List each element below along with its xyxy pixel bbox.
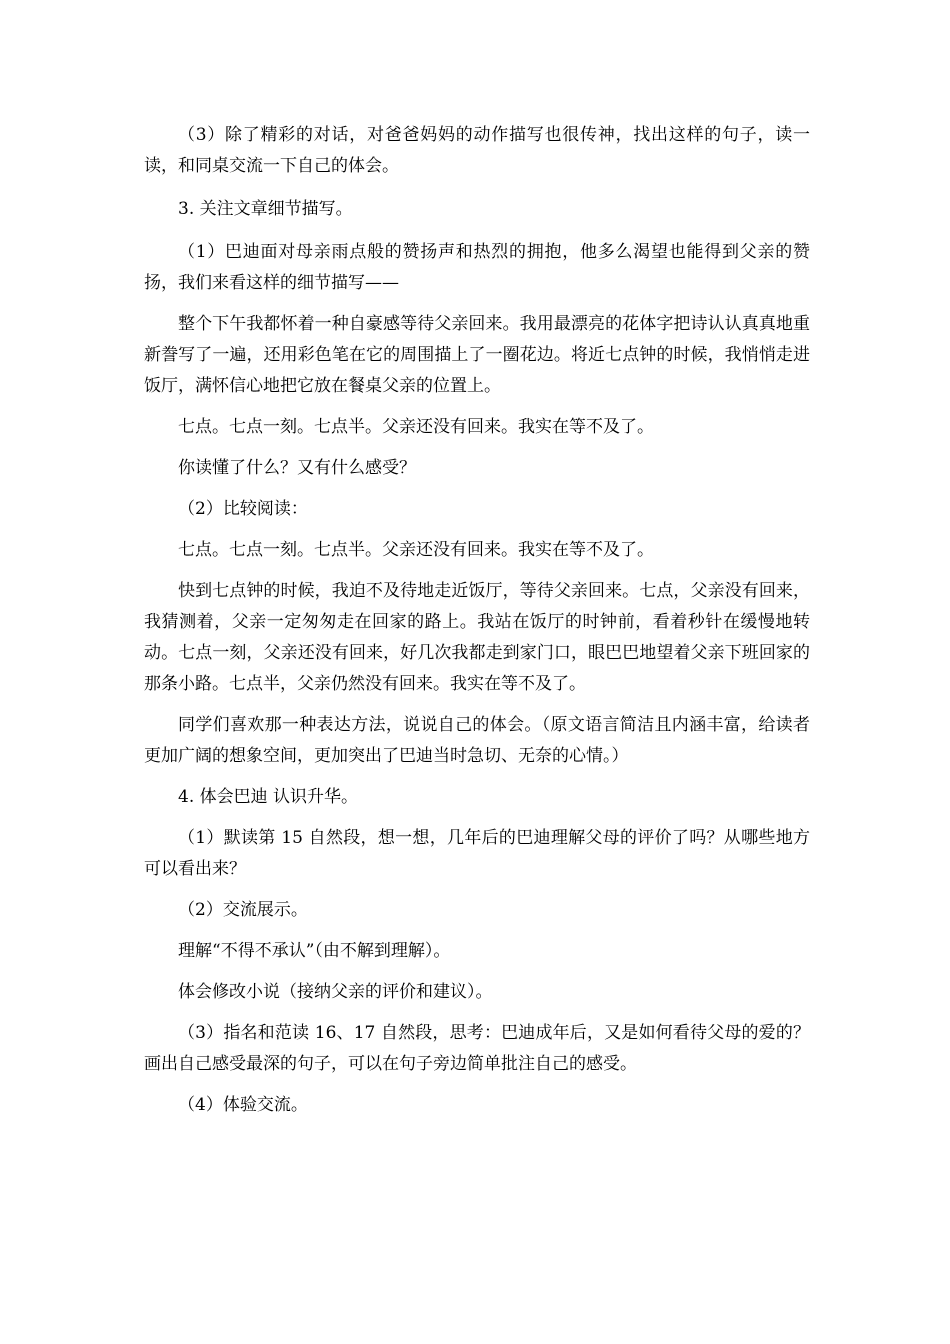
paragraph-read-16-17: （3）指名和范读 16、17 自然段，思考：巴迪成年后，又是如何看待父母的爱的？画出自己感受最深的句子，可以在句子旁边简单批注自己的感受。 <box>144 1023 810 1074</box>
heading-detail-description: 3. 关注文章细节描写。 <box>178 199 353 219</box>
paragraph-experience-exchange: （4）体验交流。 <box>178 1095 308 1115</box>
paragraph-original-short: 七点。七点一刻。七点半。父亲还没有回来。我实在等不及了。 <box>178 540 654 560</box>
paragraph-discussion: 同学们喜欢那一种表达方法，说说自己的体会。（原文语言简洁且内涵丰富，给读者更加广阔的想象空间，更加突出了巴迪当时急切、无奈的心情。） <box>144 715 810 766</box>
paragraph-read-15: （1）默读第 15 自然段，想一想，几年后的巴迪理解父母的评价了吗？从哪些地方可以看出来？ <box>144 828 810 879</box>
paragraph-excerpt-seven: 七点。七点一刻。七点半。父亲还没有回来。我实在等不及了。 <box>178 417 654 437</box>
paragraph-understand-admit: 理解“不得不承认”（由不解到理解）。 <box>178 941 451 961</box>
paragraph-expanded-version: 快到七点钟的时候，我迫不及待地走近饭厅，等待父亲回来。七点，父亲没有回来，我猜测着，父亲一定匆匆走在回家的路上。我站在饭厅的时钟前，看着秒针在缓慢地转动。七点一刻，父亲还没有回来，好几次我都走到家门口，眼巴巴地望着父亲下班回家的那条小路。七点半，父亲仍然没有回来。我实在等不及了。 <box>144 581 810 694</box>
paragraph-task-3-actions: （3）除了精彩的对话，对爸爸妈妈的动作描写也很传神，找出这样的句子，读一读，和同桌交流一下自己的体会。 <box>144 125 810 176</box>
document-page <box>144 120 810 1121</box>
paragraph-compare-reading: （2）比较阅读： <box>178 499 308 519</box>
paragraph-excerpt-afternoon: 整个下午我都怀着一种自豪感等待父亲回来。我用最漂亮的花体字把诗认认真真地重新誊写了一遍，还用彩色笔在它的周围描上了一圈花边。将近七点钟的时候，我悄悄走进饭厅，满怀信心地把它放在餐桌父亲的位置上。 <box>144 314 810 396</box>
paragraph-revise-novel: 体会修改小说（接纳父亲的评价和建议）。 <box>178 982 493 1002</box>
heading-understand-buddy: 4. 体会巴迪 认识升华。 <box>178 787 359 807</box>
paragraph-question-feelings: 你读懂了什么？又有什么感受？ <box>178 458 416 478</box>
paragraph-share: （2）交流展示。 <box>178 900 308 920</box>
paragraph-task-1-praise: （1）巴迪面对母亲雨点般的赞扬声和热烈的拥抱，他多么渴望也能得到父亲的赞扬，我们来看这样的细节描写—— <box>144 242 810 293</box>
